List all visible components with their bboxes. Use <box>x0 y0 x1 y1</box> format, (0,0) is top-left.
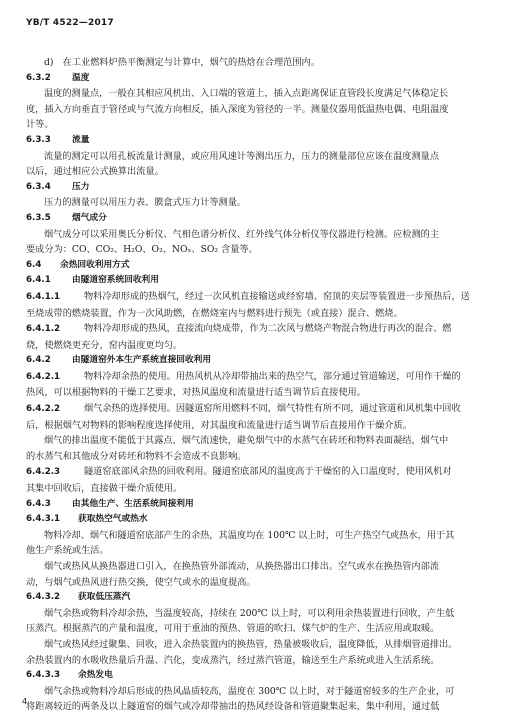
body-text-line: 烟气的排出温度不能低于其露点，烟气流速快，避免烟气中的水蒸气在砖坯和物料表面凝结，烟气中 <box>44 435 449 447</box>
section-heading <box>26 497 499 513</box>
body-text-line: 压力的测量可以用压力表、膜盒式压力计等测量。 <box>44 197 247 209</box>
section-heading <box>26 211 499 227</box>
body-text-line: 度，插入方向垂直于管径或与气流方向相反，插入深度为管径的一半。测量仪器用低温热电偶、电阻温度 <box>26 103 449 115</box>
section-heading <box>26 258 499 274</box>
clause-number: 6.4.2.2 <box>26 404 61 415</box>
body-text-line: 烟气余热或物料冷却后形成的热风晶质较高，温度在 300℃ 以上时，对于隧道窑较多的生产企业，可 <box>44 685 455 697</box>
section-title: 温度 <box>72 72 90 83</box>
section-title: 余热回收利用方式 <box>60 259 130 270</box>
body-text-line: 烟气或热风经过聚集、回收，进入余热装置内的换热管，热量被吸收后，温度降低，从排烟管道排出。 <box>44 638 458 650</box>
section-heading <box>26 512 499 528</box>
section-heading <box>26 668 499 684</box>
section-number: 6.4.2 <box>26 355 51 366</box>
body-text-line: 物料冷却、烟气和隧道窑底部产生的余热，其温度均在 100℃ 以上时，可生产热空气或热水，用于其 <box>44 529 455 541</box>
section-heading <box>26 353 499 369</box>
body-text-line: 计等。 <box>26 119 54 131</box>
body-text-line: 流量的测定可以用孔板流量计测量，或应用风速计等测出压力，压力的测量部位应该在温度测量点 <box>44 150 440 162</box>
body-text-line: 温度的测量点，一般在其相应风机出、入口端的管道上，插入点距离保证直管段长度满足气体稳定长 <box>44 88 449 100</box>
clause-text: 烟气余热的选择使用。因隧道窑所用燃料不同，烟气特性有所不同，通过管道和风机集中回收 <box>84 403 461 415</box>
section-title: 压力 <box>72 181 90 192</box>
clause-text: 物料冷却余热的使用。用热风机从冷却带抽出来的热空气，部分通过管道输送，可用作干燥的 <box>84 370 461 382</box>
numbered-clause <box>26 401 499 418</box>
page-number: 4 <box>22 697 28 706</box>
body-text-line: 将距离较近的两条及以上隧道窑的烟气或冷却带抽出的热风经设备和管道聚集起来，集中利用，通过低 <box>26 701 440 713</box>
body-text-line: 烟气成分可以采用奥氏分析仪、气相色谱分析仪、红外线气体分析仪等仪器进行检测。应检测的主 <box>44 228 440 240</box>
section-number: 6.3.2 <box>26 72 51 83</box>
section-number: 6.3.5 <box>26 212 51 223</box>
section-heading <box>26 71 499 87</box>
clause-text: 隧道窑底部风余热的回收利用。隧道窑底部风的温度高于干燥窑的入口温度时，使用风机对 <box>84 466 452 478</box>
clause-text: 物料冷却形成的热风，直接流向烧成带，作为二次风与燃烧产物混合物进行再次的混合、燃 <box>84 323 452 335</box>
section-number: 6.3.4 <box>26 181 51 192</box>
body-text-line: 要成分为：CO、CO₂、H₂O、O₂、NOₓ、SO₂ 含量等。 <box>26 244 258 256</box>
section-title: 获取低压蒸汽 <box>78 592 131 603</box>
clause-number: 6.4.2.3 <box>26 467 61 478</box>
body-text-line: 的水蒸气和其他成分对砖坯和物料不会造成不良影响。 <box>26 450 247 462</box>
numbered-clause <box>26 321 499 338</box>
section-title: 余热发电 <box>78 670 113 681</box>
body-text-line: 烟气余热或物料冷却余热，当温度较高，持续在 200℃ 以上时，可以利用余热装置进行回收，产生低 <box>44 607 455 619</box>
section-title: 由隧道窑系统回收利用 <box>72 275 159 286</box>
page-body <box>26 55 499 715</box>
numbered-clause <box>26 369 499 386</box>
body-text-line: 烟气或热风从换热器进口引入，在换热管外部流动，从换热器出口排出。空气或水在换热管内部流 <box>44 561 440 572</box>
body-text-line: 热风，可以根据物料的干燥工艺要求，对热风温度和流量进行适当调节后直接使用。 <box>26 387 366 399</box>
section-number: 6.4.3.1 <box>26 514 61 525</box>
clause-number: 6.4.1.1 <box>26 291 61 302</box>
body-text-line: 后，根据烟气对物料的影响程度选择使用，对其温度和流量进行适当调节后直接用作干燥介质。 <box>26 419 412 431</box>
body-text-line: 他生产系统或生活。 <box>26 545 109 557</box>
section-heading <box>26 133 499 149</box>
body-text-line: 以后，通过相应公式换算出流量。 <box>26 166 164 178</box>
section-heading <box>26 180 499 196</box>
clause-text: 物料冷却形成的热烟气，经过一次风机直接输送或经窑墙、窑顶的夹层等装置进一步预热后，送 <box>84 290 470 302</box>
section-number: 6.4.3.3 <box>26 670 61 681</box>
section-title: 由其他生产、生活系统间接利用 <box>72 498 194 509</box>
body-text-line: 至烧成带的燃烧装置，作为一次风助燃，在燃烧室内与燃料进行预先（或直接）混合、燃烧。 <box>26 307 403 319</box>
section-title: 烟气成分 <box>72 212 107 223</box>
body-text-line: d) 在工业燃料炉热平衡测定与计算中，烟气的热焓在合理范围内。 <box>44 57 320 68</box>
numbered-clause <box>26 464 499 481</box>
section-heading <box>26 590 499 606</box>
numbered-clause <box>26 289 499 306</box>
section-number: 6.4.3.2 <box>26 592 61 603</box>
section-heading <box>26 273 499 289</box>
clause-number: 6.4.2.1 <box>26 371 61 382</box>
clause-number: 6.4.1.2 <box>26 324 61 335</box>
body-text-line: 余热装置内的水吸收热量后升温、汽化，变成蒸汽，经过蒸汽管道，输送至生产系统或进入生活系统。 <box>26 654 440 666</box>
section-number: 6.4 <box>26 259 42 270</box>
body-text-line: 其集中回收后，直接做干燥介质使用。 <box>26 483 183 495</box>
section-title: 由隧道窑外本生产系统直接回收利用 <box>72 355 211 366</box>
body-text-line: 烧，使燃烧更充分，窑内温度更均匀。 <box>26 339 183 351</box>
section-number: 6.4.3 <box>26 498 51 509</box>
body-text-line: 压蒸汽。根据蒸汽的产量和温度，可用于重油的预热、管道的吹扫、煤气炉的生产、生活应用或取暖。 <box>26 623 440 635</box>
document-code-header: YB/T 4522—2017 <box>26 18 114 28</box>
section-number: 6.4.1 <box>26 275 51 286</box>
section-title: 流量 <box>72 134 90 145</box>
section-number: 6.3.3 <box>26 134 51 145</box>
section-title: 获取热空气或热水 <box>78 514 148 525</box>
body-text-line: 动，与烟气或热风进行热交换，使空气或水的温度提高。 <box>26 576 256 588</box>
